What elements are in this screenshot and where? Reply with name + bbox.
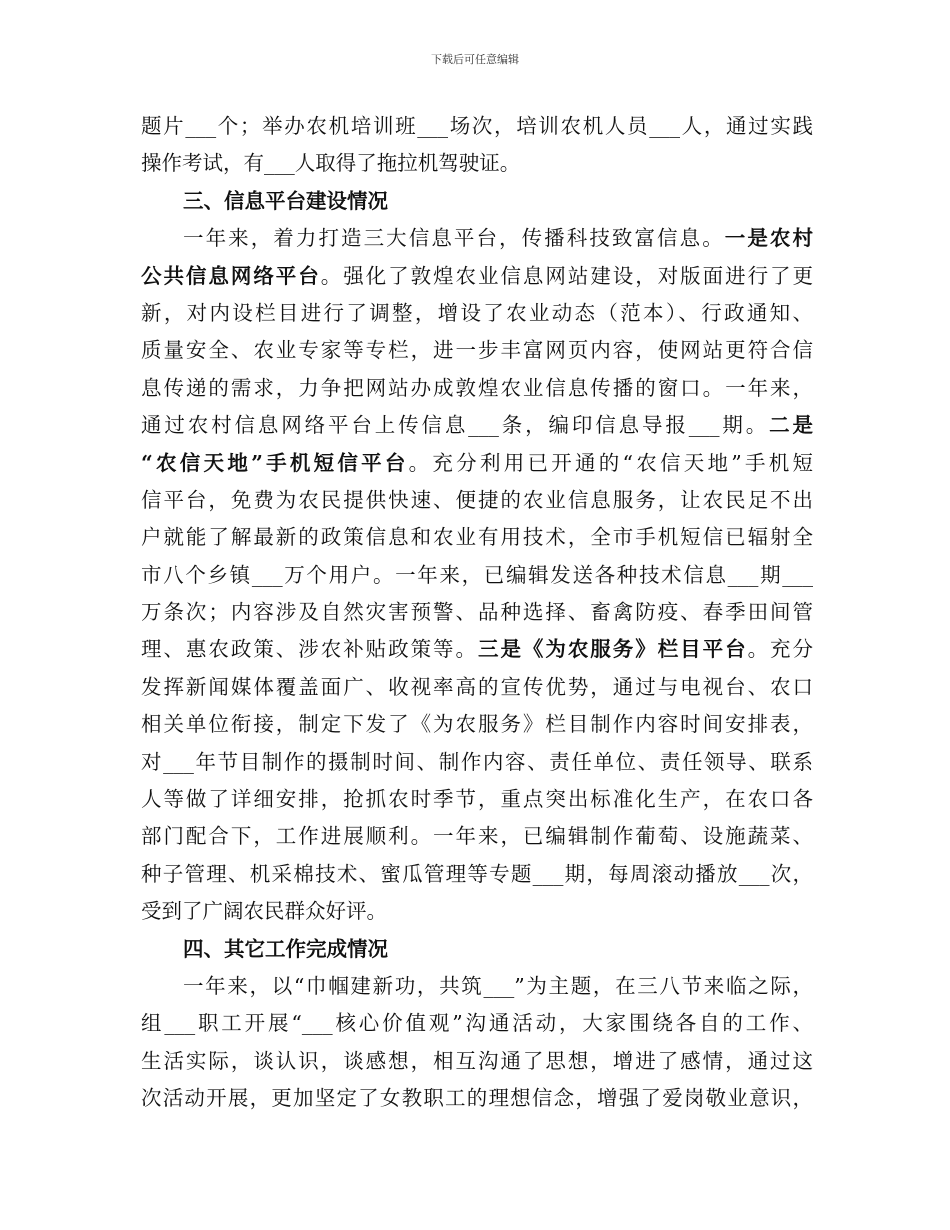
paragraph-line: 万条次；内容涉及自然灾害预警、品种选择、畜禽防疫、春季田间管 bbox=[141, 600, 813, 625]
paragraph-line: 种子管理、机采棉技术、蜜瓜管理等专题___期，每周滚动播放___次， bbox=[141, 861, 813, 886]
paragraph-line bbox=[141, 445, 813, 482]
paragraph-line: 人等做了详细安排，抢抓农时季节，重点突出标准化生产，在农口各 bbox=[141, 787, 813, 812]
paragraph-line: 信平台，免费为农民提供快速、便捷的农业信息服务，让农民足不出 bbox=[141, 487, 813, 512]
paragraph-line: 题片___个；举办农机培训班___场次，培训农机人员___人，通过实践 bbox=[141, 114, 813, 138]
document-body bbox=[141, 108, 813, 1118]
page-header: 下载后可任意编辑 bbox=[431, 53, 519, 66]
paragraph-line: 相关单位衔接，制定下发了《为农服务》栏目制作内容时间安排表， bbox=[141, 712, 813, 737]
paragraph-line: 户就能了解最新的政策信息和农业有用技术，全市手机短信已辐射全 bbox=[141, 525, 813, 550]
line-text: 。充分利用已开通的“农信天地”手机短 bbox=[408, 450, 813, 475]
line-text: 。强化了敦煌农业信息网站建设，对版面进行了更 bbox=[320, 263, 813, 288]
line-text: 一年来，着力打造三大信息平台，传播科技致富信息。 bbox=[183, 226, 725, 251]
bold-phrase: 二是 bbox=[769, 413, 813, 438]
line-text: 通过农村信息网络平台上传信息___条，编印信息导报___期。 bbox=[141, 413, 770, 438]
paragraph-line bbox=[141, 631, 813, 668]
paragraph-line: 新，对内设栏目进行了调整，增设了农业动态（范本）、行政通知、 bbox=[141, 300, 813, 325]
paragraph-line: 对___年节目制作的摄制时间、制作内容、责任单位、责任领导、联系 bbox=[141, 749, 813, 774]
line-text: 。充分 bbox=[747, 637, 813, 662]
paragraph-line: 生活实际，谈认识，谈感想，相互沟通了思想，增进了感情，通过这 bbox=[141, 1048, 813, 1073]
paragraph-line: 息传递的需求，力争把网站办成敦煌农业信息传播的窗口。一年来， bbox=[141, 375, 813, 400]
paragraph-line: 一年来，以“巾帼建新功，共筑___”为主题，在三八节来临之际， bbox=[183, 973, 813, 998]
paragraph-line bbox=[141, 220, 813, 257]
bold-phrase: 一是农村 bbox=[724, 226, 813, 251]
paragraph-line bbox=[141, 407, 813, 444]
line-text: 理、惠农政策、涉农补贴政策等。 bbox=[141, 637, 478, 662]
paragraph-line bbox=[141, 258, 813, 295]
paragraph-line: 质量安全、农业专家等专栏，进一步丰富网页内容，使网站更符合信 bbox=[141, 338, 813, 363]
bold-phrase: 公共信息网络平台 bbox=[141, 263, 321, 288]
section-heading: 三、信息平台建设情况 bbox=[183, 188, 388, 213]
paragraph-line: 次活动开展，更加坚定了女教职工的理想信念，增强了爱岗敬业意识， bbox=[141, 1086, 813, 1111]
paragraph-line: 受到了广阔农民群众好评。 bbox=[141, 899, 387, 924]
paragraph-line: 组___职工开展“___核心价值观”沟通活动，大家围绕各自的工作、 bbox=[141, 1011, 813, 1036]
section-heading: 四、其它工作完成情况 bbox=[183, 936, 388, 961]
paragraph-line: 操作考试，有___人取得了拖拉机驾驶证。 bbox=[141, 151, 521, 176]
bold-phrase: 三是《为农服务》栏目平台 bbox=[477, 637, 748, 662]
paragraph-line: 发挥新闻媒体覆盖面广、收视率高的宣传优势，通过与电视台、农口 bbox=[141, 674, 813, 699]
paragraph-line: 部门配合下，工作进展顺利。一年来，已编辑制作葡萄、设施蔬菜、 bbox=[141, 824, 813, 849]
bold-phrase: “农信天地”手机短信平台 bbox=[141, 450, 409, 475]
paragraph-line: 市八个乡镇___万个用户。一年来，已编辑发送各种技术信息___期___ bbox=[141, 562, 813, 587]
